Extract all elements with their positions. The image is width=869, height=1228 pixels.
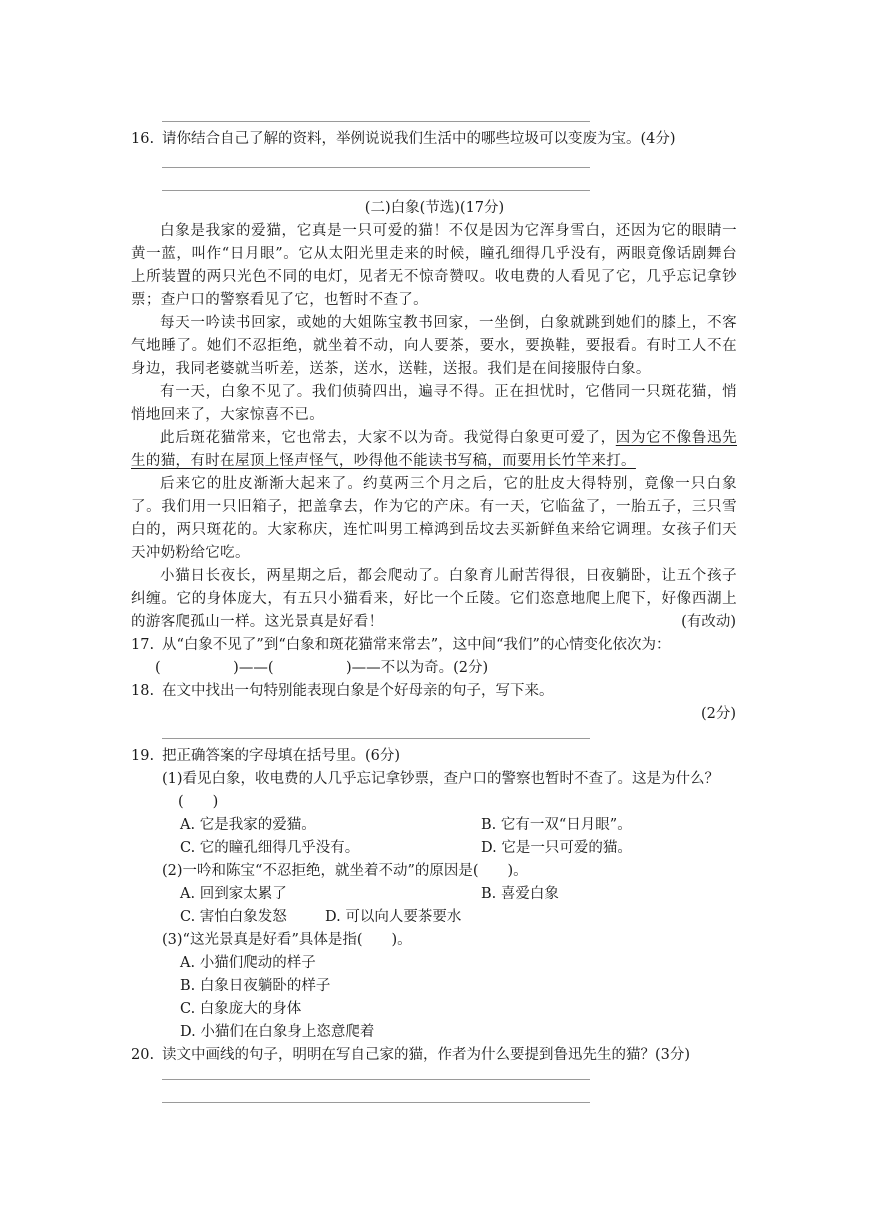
- question-16-text: 请你结合自己了解的资料，举例说说我们生活中的哪些垃圾可以变废为宝。(4分): [162, 131, 676, 147]
- option-1c: C. 它的瞳孔细得几乎没有。: [180, 840, 360, 856]
- question-17-blanks: ( )——( )——不以为奇。(2分): [155, 660, 489, 676]
- option-3a: A. 小猫们爬动的样子: [180, 955, 316, 971]
- question-number: 16.: [131, 131, 155, 147]
- option-2a: A. 回到家太累了: [180, 886, 287, 902]
- question-17-text: 从“白象不见了”到“白象和斑花猫常来常去”，这中间“我们”的心情变化依次为：: [162, 637, 671, 653]
- sub-question-1: (1)看见白象，收电费的人几乎忘记拿钞票，查户口的警察也暂时不查了。这是为什么？: [162, 771, 720, 787]
- question-18-score: (2分): [700, 706, 736, 722]
- option-2b: B. 喜爱白象: [481, 886, 559, 902]
- question-number: 18.: [131, 683, 155, 699]
- question-number: 19.: [131, 748, 155, 764]
- question-20-text: 读文中画线的句子，明明在写自己家的猫，作者为什么要提到鲁迅先生的猫？(3分): [162, 1047, 691, 1063]
- sub-question-2: (2)一吟和陈宝“不忍拒绝，就坐着不动”的原因是( )。: [162, 863, 528, 879]
- option-3c: C. 白象庞大的身体: [180, 1001, 302, 1017]
- passage-paragraph-2: 每天一吟读书回家，或她的大姐陈宝教书回家，一坐倒，白象就跳到她们的膝上，不客气地睡了。她们不忍拒绝，就坐着不动，向人要茶，要水，要换鞋，要报看。有时工人不在身边，我同老婆就当听差，送茶，送水，送鞋，送报。我们是在间接服侍白象。: [131, 315, 737, 377]
- option-1d: D. 它是一只可爱的猫。: [481, 840, 632, 856]
- sub-question-3: (3)“这光景真是好看”具体是指( )。: [162, 932, 412, 948]
- answer-line: [162, 738, 590, 739]
- question-number: 20.: [131, 1047, 155, 1063]
- answer-line: [162, 167, 590, 168]
- passage-paragraph-5: 后来它的肚皮渐渐大起来了。约莫两三个月之后，它的肚皮大得特别，竟像一只白象了。我们用一只旧箱子，把盖拿去，作为它的产床。有一天，它临盆了，一胎五子，三只雪白的，两只斑花的。大家称庆，连忙叫男工樟鸿到岳坟去买新鲜鱼来给它调理。女孩子们天天冲奶粉给它吃。: [131, 476, 737, 561]
- option-1a: A. 它是我家的爱猫。: [180, 817, 316, 833]
- question-18-text: 在文中找出一句特别能表现白象是个好母亲的句子，写下来。: [162, 683, 554, 699]
- answer-line: [162, 1079, 590, 1080]
- answer-line: [162, 190, 590, 191]
- option-2d: D. 可以向人要茶要水: [325, 909, 462, 925]
- question-number: 17.: [131, 637, 155, 653]
- option-3d: D. 小猫们在白象身上恣意爬着: [180, 1024, 375, 1040]
- section-title: (二)白象(节选)(17分): [364, 200, 505, 216]
- passage-paragraph-6: 小猫日长夜长，两星期之后，都会爬动了。白象育儿耐苦得很，日夜躺卧，让五个孩子纠缠。它的身体庞大，有五只小猫看来，好比一个丘陵。它们恣意地爬上爬下，好像西湖上的游客爬孤山一样。这光景真是好看！: [131, 568, 737, 630]
- sub-question-1-blank: ( ): [178, 794, 219, 810]
- adaptation-note: (有改动): [681, 614, 736, 630]
- passage-paragraph-4: [131, 427, 737, 473]
- option-1b: B. 它有一双“日月眼”。: [481, 817, 632, 833]
- passage-paragraph-1: 白象是我家的爱猫，它真是一只可爱的猫！不仅是因为它浑身雪白，还因为它的眼睛一黄一蓝，叫作“日月眼”。它从太阳光里走来的时候，瞳孔细得几乎没有，两眼竟像话剧舞台上所装置的两只光色不同的电灯，见者无不惊奇赞叹。收电费的人看见了它，几乎忘记拿钞票；查户口的警察看见了它，也暂时不查了。: [131, 223, 737, 308]
- answer-line: [162, 121, 590, 122]
- option-2c: C. 害怕白象发怒: [180, 909, 287, 925]
- question-19-text: 把正确答案的字母填在括号里。(6分): [162, 748, 401, 764]
- answer-line: [162, 1102, 590, 1103]
- option-3b: B. 白象日夜躺卧的样子: [180, 978, 331, 994]
- passage-paragraph-3: 有一天，白象不见了。我们侦骑四出，遍寻不得。正在担忧时，它偕同一只斑花猫，悄悄地回来了，大家惊喜不已。: [131, 384, 737, 423]
- underlined-sentence: 因为它不像鲁迅先生的猫，有时在屋顶上怪声怪气，吵得他不能读书写稿，而要用长竹竿来打。: [131, 430, 737, 469]
- passage-text: 此后斑花猫常来，它也常去，大家不以为奇。我觉得白象更可爱了，: [160, 430, 616, 446]
